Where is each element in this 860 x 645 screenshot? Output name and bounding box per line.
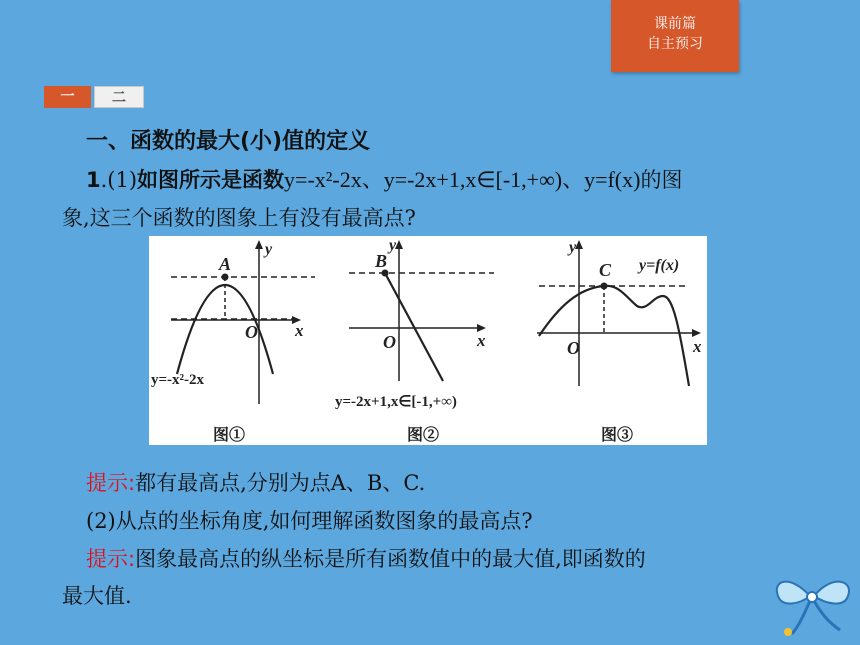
graph1-caption: 图① xyxy=(213,427,246,444)
graph2-point-label: B xyxy=(375,251,388,271)
question1-lead: 如图所示是函数 xyxy=(137,168,285,192)
chapter-tab-line1: 课前篇 xyxy=(654,16,696,32)
graph2-x-label: x xyxy=(477,331,486,350)
hint2-line2: 最大值. xyxy=(62,584,132,608)
graph-2 xyxy=(335,237,494,444)
question1-line2: 象,这三个函数的图象上有没有最高点? xyxy=(62,206,416,230)
graph-1 xyxy=(149,240,315,444)
ribbon-decoration xyxy=(770,568,856,644)
hint1-text: 都有最高点,分别为点A、B、C. xyxy=(135,471,426,495)
graph1-x-label: x xyxy=(295,321,304,340)
chapter-tab-line2: 自主预习 xyxy=(647,36,703,52)
question1-tail: 的图 xyxy=(640,168,683,192)
graph1-y-label: y xyxy=(265,241,273,258)
section-tab-2[interactable]: 二 xyxy=(94,86,144,108)
hint1-line xyxy=(86,467,425,497)
graph2-formula: y=-2x+1,x∈[-1,+∞) xyxy=(335,394,457,410)
graph3-x-label: x xyxy=(693,337,702,356)
graph-3 xyxy=(537,239,702,444)
graph2-caption: 图② xyxy=(407,427,440,444)
question1-part: .(1) xyxy=(100,168,138,192)
graph3-caption: 图③ xyxy=(601,427,634,444)
graph1-point-label: A xyxy=(219,254,232,274)
graph2-y-label: y xyxy=(389,237,397,254)
section-heading: 一、函数的最大(小)值的定义 xyxy=(86,129,371,154)
graph3-formula: y=f(x) xyxy=(639,257,680,274)
graph1-origin-label: O xyxy=(245,322,258,342)
graph3-origin-label: O xyxy=(567,338,580,358)
graph2-origin-label: O xyxy=(383,332,396,352)
hint2-text-line1: 图象最高点的纵坐标是所有函数值中的最大值,即函数的 xyxy=(135,547,646,571)
graph3-y-label: y xyxy=(569,239,577,256)
function-graphs-figure xyxy=(149,236,707,445)
chapter-tab[interactable] xyxy=(611,0,739,72)
question2-line: (2)从点的坐标角度,如何理解函数图象的最高点? xyxy=(86,509,533,533)
graph1-formula: y=-x²-2x xyxy=(151,372,205,388)
hint1-label: 提示: xyxy=(86,471,136,495)
question1-line1 xyxy=(86,163,682,194)
hint2-line1 xyxy=(86,543,646,573)
section-tabs xyxy=(44,86,144,108)
section-tab-1[interactable]: 一 xyxy=(44,86,91,108)
question1-number: 1 xyxy=(86,168,101,192)
question1-math: y=-x²-2x、y=-2x+1,x∈[-1,+∞)、y=f(x) xyxy=(284,167,641,192)
hint2-label: 提示: xyxy=(86,547,136,571)
graph3-point-label: C xyxy=(599,260,612,280)
